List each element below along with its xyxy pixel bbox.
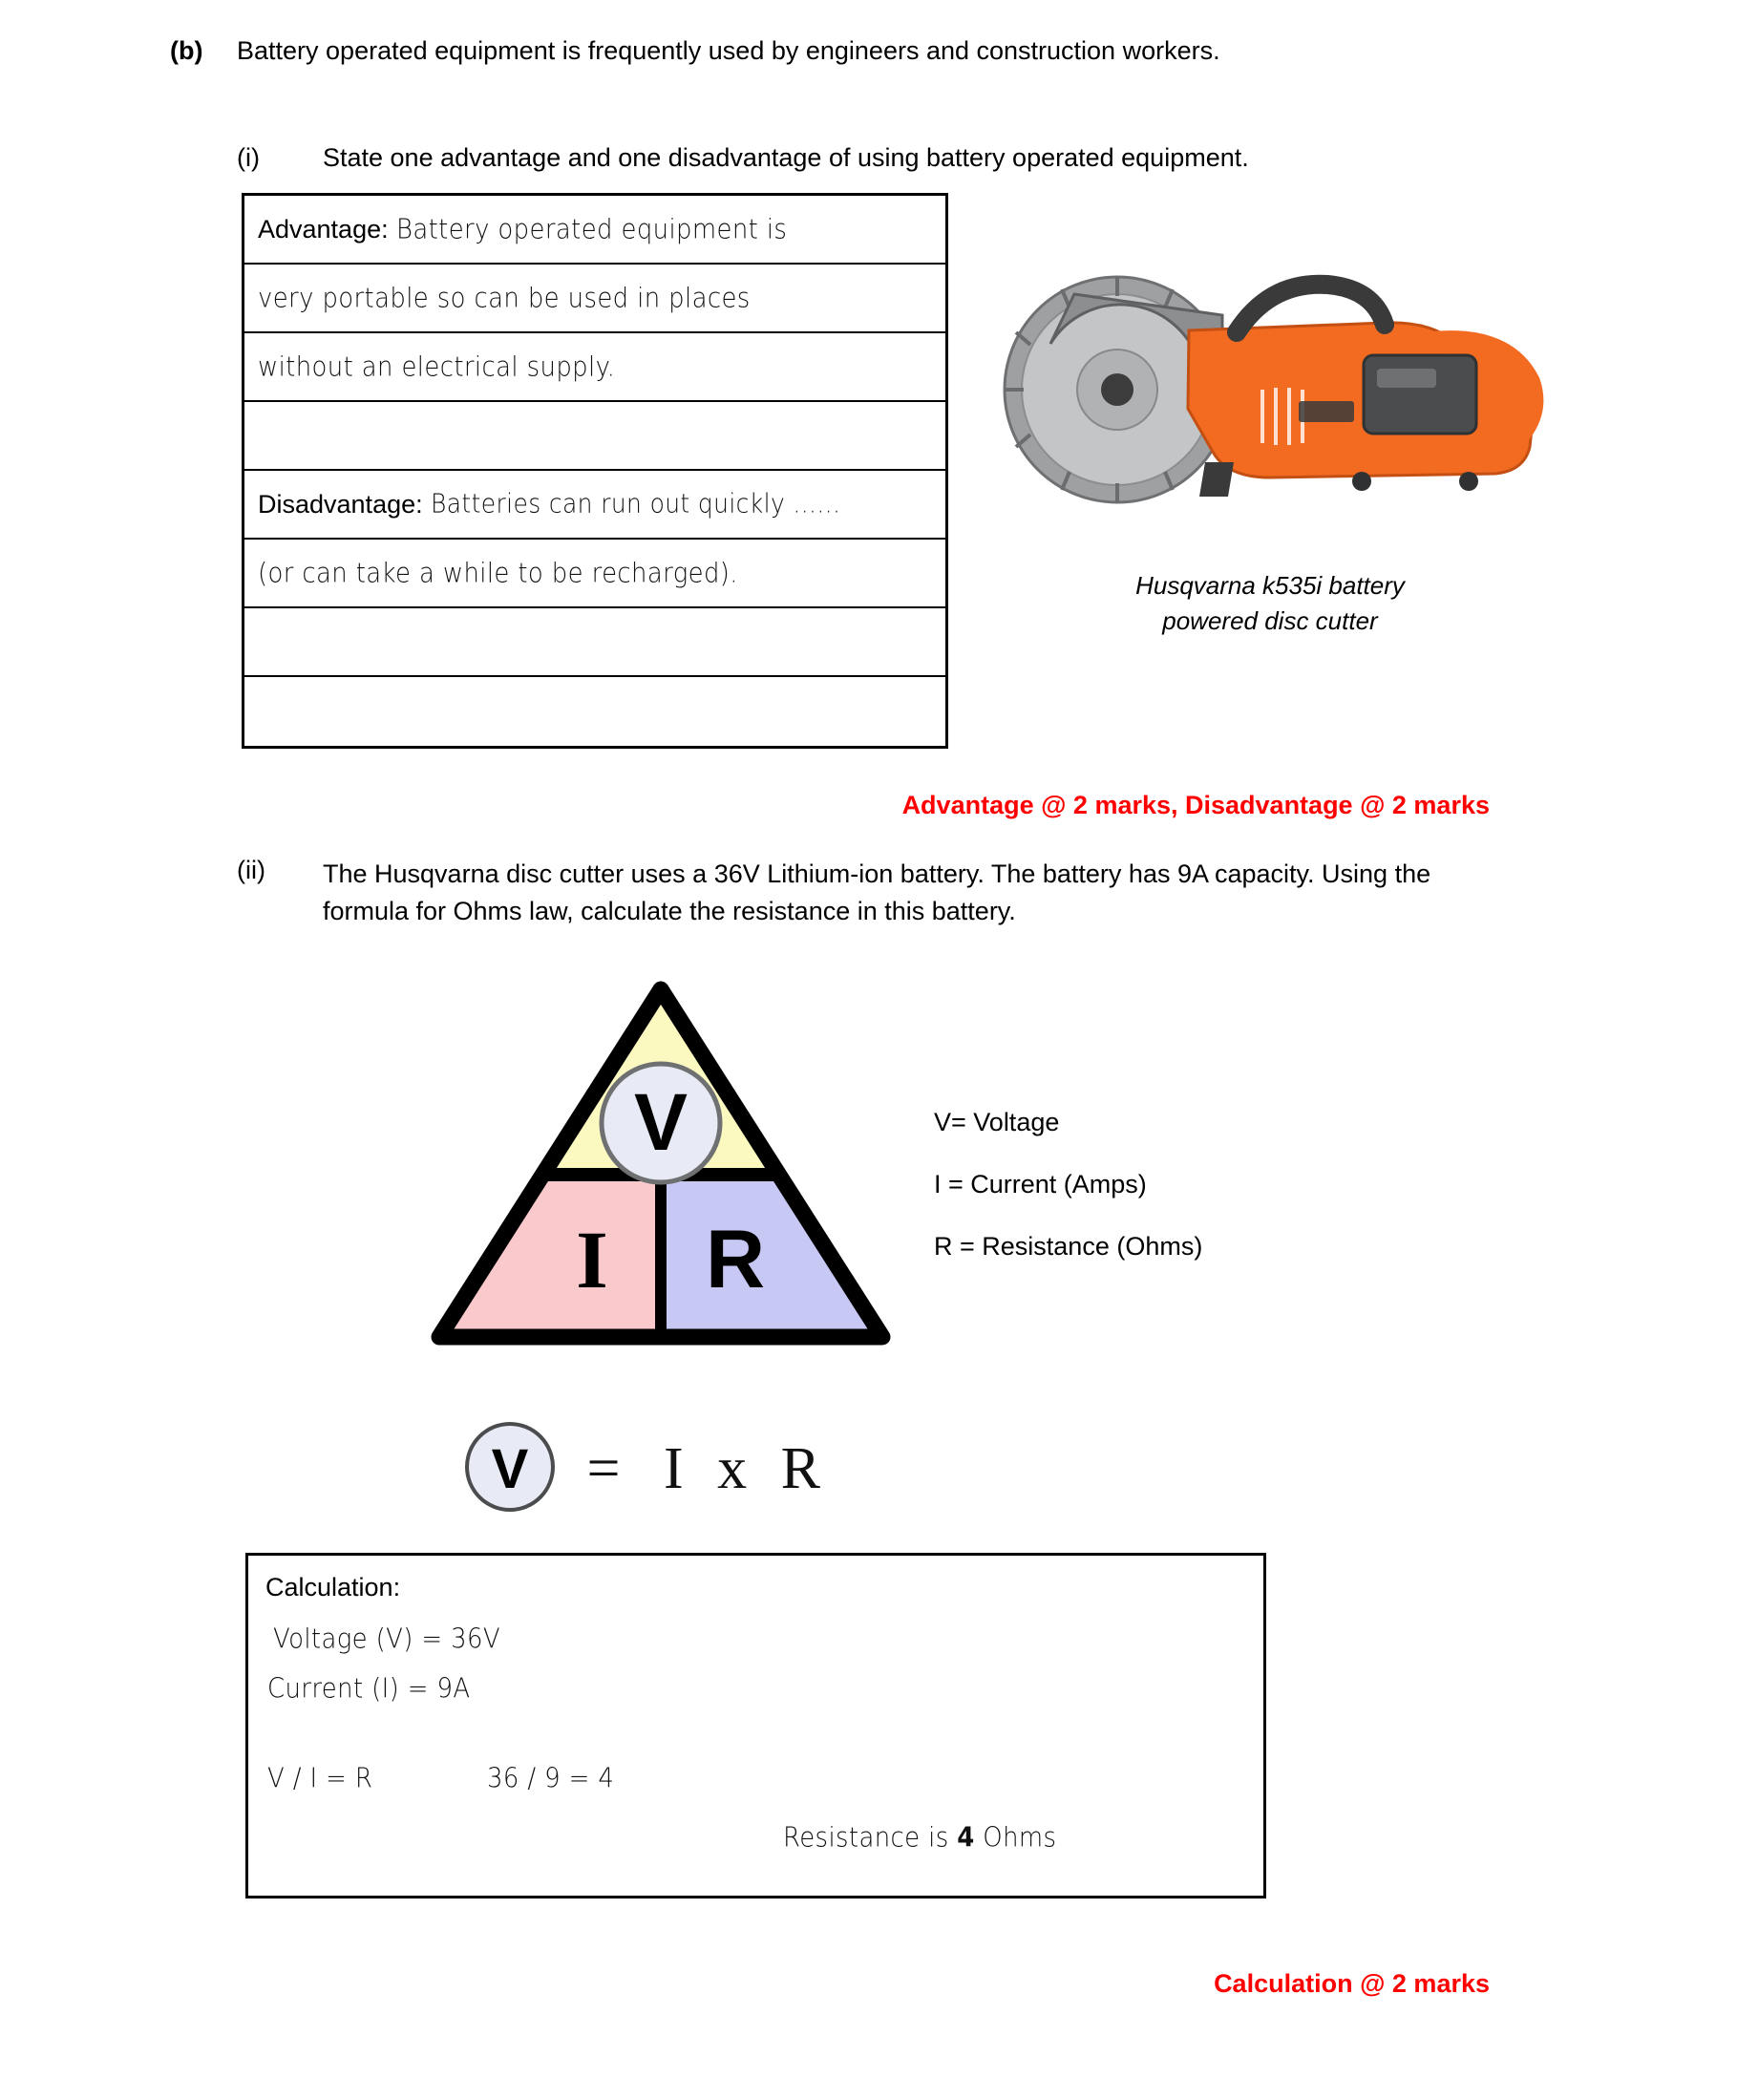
handwritten-answer: (or can take a while to be recharged).: [258, 557, 738, 589]
answer-suffix: Ohms: [974, 1822, 1057, 1854]
handwritten-formula-line: V / I = R: [267, 1763, 373, 1794]
handwritten-answer: very portable so can be used in places: [258, 282, 751, 314]
question-ii-label: (ii): [237, 856, 265, 884]
question-ii-stem-text: The Husqvarna disc cutter uses a 36V Lithium-ion battery. The battery has 9A capacity. Using the formula for Ohms law, calculate the resistance in this battery.: [323, 859, 1431, 926]
handwritten-working-line: 36 / 9 = 4: [487, 1763, 615, 1794]
handwritten-answer: Batteries can run out quickly ......: [430, 489, 840, 520]
table-row[interactable]: [244, 196, 945, 265]
calculation-label: Calculation:: [265, 1573, 401, 1602]
legend-line-resistance: R = Resistance (Ohms): [934, 1232, 1203, 1261]
handwritten-answer: Battery operated equipment is: [395, 213, 787, 245]
formula-equals: =: [586, 1436, 621, 1501]
table-row[interactable]: [244, 540, 945, 608]
disc-cutter-photo: [984, 256, 1557, 533]
answer-value: 4: [957, 1822, 975, 1854]
mark-note-advantage-disadvantage: Advantage @ 2 marks, Disadvantage @ 2 marks: [901, 791, 1490, 819]
triangle-segment-resistance: [663, 1175, 882, 1337]
ohms-law-legend: [934, 1108, 1202, 1294]
calculation-answer-box[interactable]: [245, 1553, 1266, 1898]
handwritten-answer: without an electrical supply.: [258, 350, 616, 383]
advantage-label: Advantage:: [258, 214, 389, 244]
disadvantage-label: Disadvantage:: [258, 489, 423, 519]
legend-line-voltage: V= Voltage: [934, 1108, 1060, 1136]
ohms-law-triangle-diagram: [422, 972, 900, 1354]
triangle-segment-current: [439, 1175, 659, 1337]
question-ii-row: [237, 856, 1507, 930]
part-b-question-row: [170, 36, 1564, 66]
part-b-label: (b): [170, 36, 203, 65]
answer-prefix: Resistance is: [783, 1822, 958, 1854]
equipment-caption-line2: powered disc cutter: [1162, 605, 1378, 635]
handwritten-current-line: Current (I) = 9A: [267, 1673, 471, 1705]
formula-symbol-v: V: [491, 1438, 529, 1500]
question-i-label: (i): [237, 143, 260, 172]
part-b-stem-text: Battery operated equipment is frequently used by engineers and construction workers.: [237, 36, 1220, 65]
answer-table-advantage-disadvantage[interactable]: [242, 193, 948, 749]
triangle-symbol-i: I: [576, 1214, 608, 1305]
equipment-caption: [1031, 568, 1509, 639]
table-row[interactable]: [244, 333, 945, 402]
table-row[interactable]: [244, 677, 945, 746]
triangle-symbol-v: V: [633, 1077, 688, 1167]
formula-right-side: I x R: [664, 1436, 830, 1501]
table-row[interactable]: [244, 265, 945, 333]
question-i-stem-text: State one advantage and one disadvantage of using battery operated equipment.: [323, 143, 1249, 172]
table-row[interactable]: [244, 471, 945, 540]
legend-line-current: I = Current (Amps): [934, 1170, 1147, 1198]
table-row[interactable]: [244, 608, 945, 677]
equipment-caption-line1: Husqvarna k535i battery: [1135, 571, 1405, 600]
triangle-symbol-r: R: [705, 1214, 766, 1305]
question-i-row: [237, 143, 1574, 173]
handwritten-voltage-line: Voltage (V) = 36V: [273, 1623, 500, 1655]
mark-note-calculation: Calculation @ 2 marks: [1214, 1969, 1490, 1998]
table-row[interactable]: [244, 402, 945, 471]
ohms-law-formula: [460, 1411, 900, 1517]
handwritten-answer-line: [783, 1822, 1056, 1854]
